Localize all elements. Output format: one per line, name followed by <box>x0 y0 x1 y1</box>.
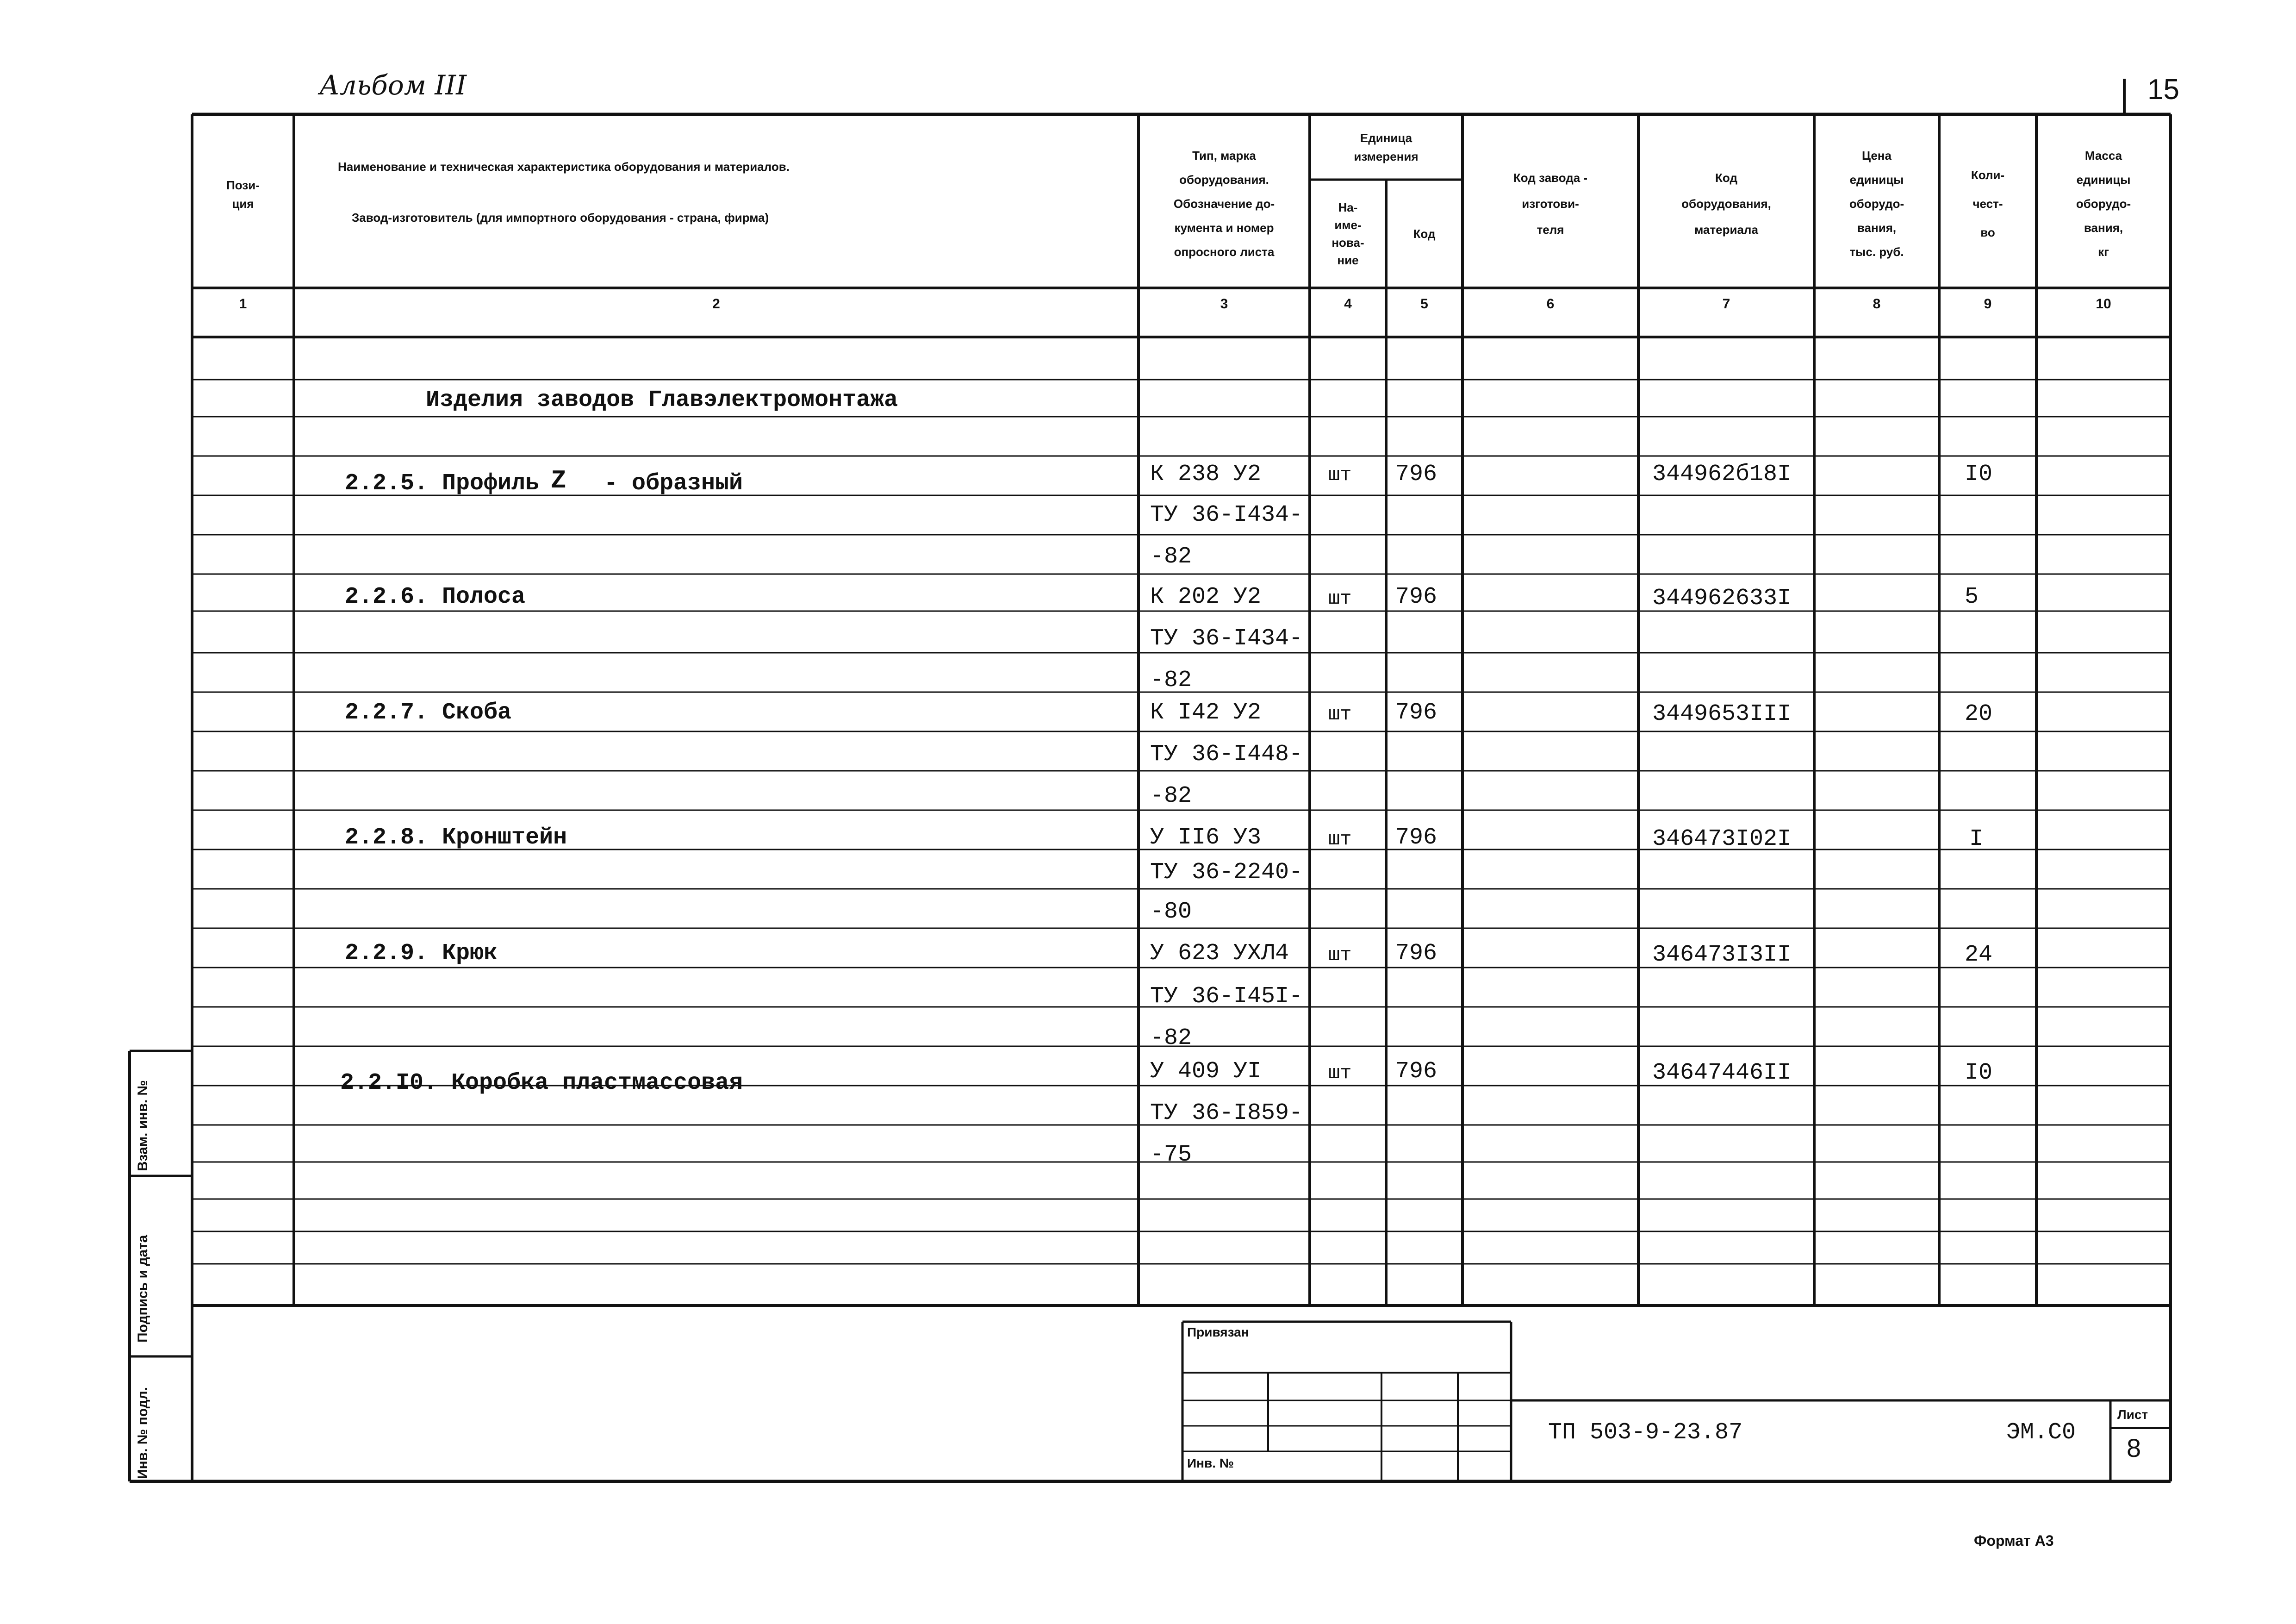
header-unit-code: Код <box>1413 227 1436 241</box>
item-type: -82 <box>1150 1025 1192 1051</box>
item-equipment-code: 346473I02I <box>1652 826 1792 852</box>
header-name-line2: Завод-изготовитель (для импортного оборудования - страна, фирма) <box>352 211 769 225</box>
item-type: ТУ 36-I434- <box>1150 502 1303 528</box>
item-unit-code: 796 <box>1395 700 1437 726</box>
item-name: 2.2.9. Крюк <box>345 940 498 967</box>
item-equipment-code: 344962633I <box>1652 585 1792 612</box>
album-label: Альбом III <box>319 69 467 101</box>
item-unit-name: шт <box>1328 587 1352 610</box>
item-name: 2.2.7. Скоба <box>345 700 512 726</box>
column-number: 2 <box>712 296 720 312</box>
document-code: ТП 503-9-23.87 <box>1548 1419 1743 1446</box>
item-type: ТУ 36-2240- <box>1150 859 1303 886</box>
item-type: У II6 У3 <box>1150 824 1262 851</box>
item-type: -75 <box>1150 1142 1192 1168</box>
page-number: 15 <box>2147 74 2179 106</box>
header-mass: Масса единицы оборудо- вания, кг <box>2076 149 2131 259</box>
document-mark: ЭМ.С0 <box>2006 1419 2076 1446</box>
sheet-number: 8 <box>2127 1433 2141 1462</box>
item-name: 2.2.I0. Коробка пластмассовая <box>340 1070 743 1096</box>
column-number: 7 <box>1722 296 1730 312</box>
item-unit-code: 796 <box>1395 1058 1437 1085</box>
item-quantity: 24 <box>1965 942 1993 968</box>
column-number: 8 <box>1873 296 1881 312</box>
sheet-label: Лист <box>2117 1407 2148 1422</box>
column-number: 1 <box>239 296 247 312</box>
item-name: 2.2.5. Профиль <box>345 470 540 497</box>
item-name-suffix: - образный <box>604 470 743 497</box>
item-type: -82 <box>1150 543 1192 570</box>
side-stamp-signature-date: Подпись и дата <box>135 1235 150 1343</box>
title-block-inv-label: Инв. № <box>1187 1456 1234 1470</box>
item-type: ТУ 36-I448- <box>1150 741 1303 768</box>
column-number: 10 <box>2096 296 2111 312</box>
item-type: К 238 У2 <box>1150 461 1262 487</box>
item-type: -82 <box>1150 667 1192 693</box>
item-unit-name: шт <box>1328 828 1352 850</box>
item-quantity: I <box>1969 826 1984 852</box>
item-type: ТУ 36-I45I- <box>1150 983 1303 1010</box>
item-type: К 202 У2 <box>1150 584 1262 610</box>
item-unit-name: шт <box>1328 944 1352 966</box>
item-quantity: I0 <box>1965 461 1993 487</box>
header-equipment-code: Код оборудования, материала <box>1681 171 1771 237</box>
section-title: Изделия заводов Главэлектромонтажа <box>426 387 898 413</box>
item-name-symbol: Z <box>551 466 566 495</box>
item-unit-name: шт <box>1328 1062 1352 1084</box>
item-type: У 623 УХЛ4 <box>1150 940 1289 967</box>
item-equipment-code: 344962б18I <box>1652 461 1792 487</box>
item-type: -80 <box>1150 899 1192 925</box>
item-unit-name: шт <box>1328 464 1352 486</box>
item-name: 2.2.6. Полоса <box>345 584 526 610</box>
column-number: 9 <box>1984 296 1992 312</box>
column-number: 4 <box>1344 296 1352 312</box>
header-name-line1: Наименование и техническая характеристика оборудования и материалов. <box>338 160 790 174</box>
item-unit-code: 796 <box>1395 940 1437 967</box>
item-equipment-code: 346473I3II <box>1652 942 1792 968</box>
header-unit-name: На- име- нова- ние <box>1332 200 1364 267</box>
item-type: У 409 УI <box>1150 1058 1262 1085</box>
header-manufacturer-code: Код завода - изготови- теля <box>1513 171 1588 237</box>
item-quantity: 20 <box>1965 701 1993 727</box>
column-number: 3 <box>1220 296 1228 312</box>
item-quantity: I0 <box>1965 1060 1993 1086</box>
item-equipment-code: 34647446II <box>1652 1060 1792 1086</box>
title-block-attached-label: Привязан <box>1187 1325 1249 1339</box>
format-label: Формат А3 <box>1974 1532 2054 1549</box>
item-name: 2.2.8. Кронштейн <box>345 824 567 851</box>
item-type: ТУ 36-I859- <box>1150 1100 1303 1126</box>
item-type: К I42 У2 <box>1150 700 1262 726</box>
item-type: ТУ 36-I434- <box>1150 625 1303 652</box>
header-position: Пози- ция <box>226 178 260 211</box>
column-number: 5 <box>1420 296 1428 312</box>
side-stamp-inv-orig: Инв. № подл. <box>135 1387 150 1479</box>
item-quantity: 5 <box>1965 584 1979 610</box>
header-price: Цена единицы оборудо- вания, тыс. руб. <box>1849 149 1904 259</box>
side-stamp-replace-inv: Взам. инв. № <box>135 1080 150 1171</box>
header-unit-group: Единица измерения <box>1354 131 1419 163</box>
item-equipment-code: 3449653III <box>1652 701 1792 727</box>
item-unit-code: 796 <box>1395 584 1437 610</box>
item-type: -82 <box>1150 783 1192 809</box>
header-quantity: Коли- чест- во <box>1971 168 2005 239</box>
item-unit-name: шт <box>1328 703 1352 725</box>
header-type: Тип, марка оборудования. Обозначение до- кумента и номер опросного листа <box>1173 149 1275 259</box>
item-unit-code: 796 <box>1395 461 1437 487</box>
item-unit-code: 796 <box>1395 824 1437 851</box>
column-number: 6 <box>1546 296 1555 312</box>
